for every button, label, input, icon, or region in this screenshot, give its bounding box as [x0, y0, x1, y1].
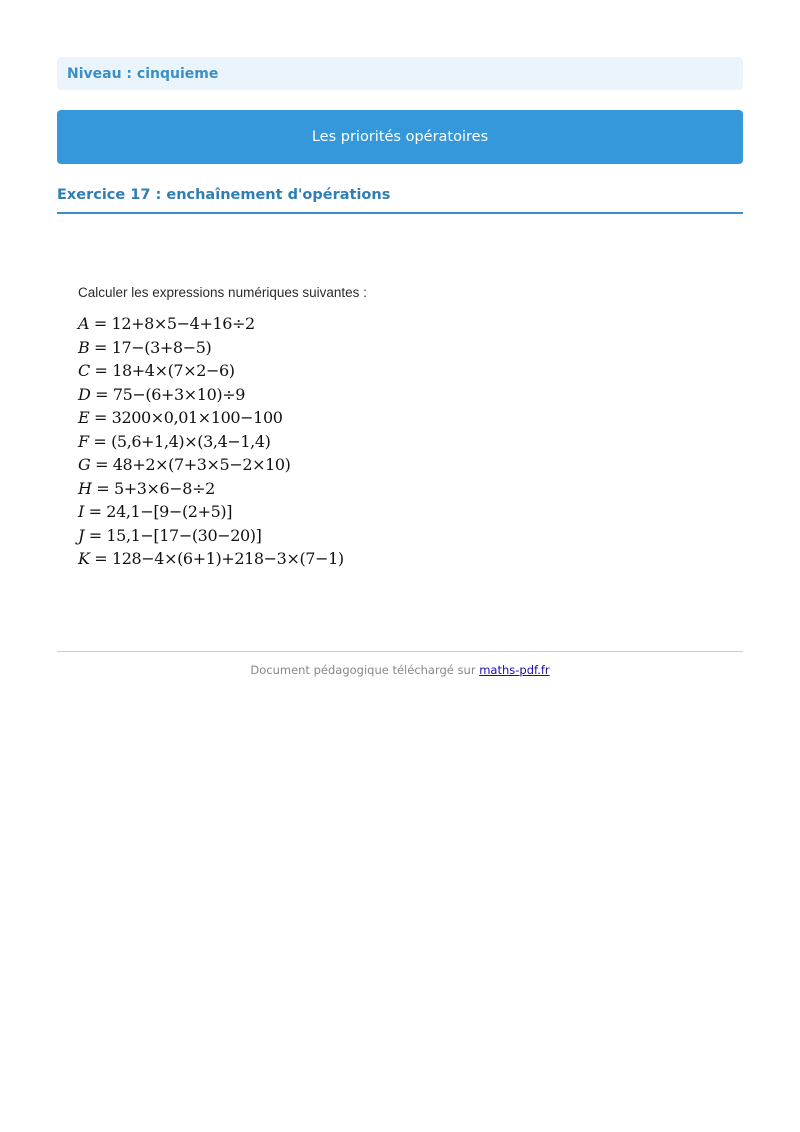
level-label: Niveau : cinquieme — [67, 65, 219, 82]
expression-formula: = 12+8×5−4+16÷2 — [89, 314, 255, 333]
exercise-title: Exercice 17 : enchaînement d'opérations — [57, 187, 391, 203]
expression-variable: I — [78, 502, 84, 521]
expression-item — [78, 430, 718, 454]
expression-formula: = 3200×0,01×100−100 — [89, 408, 283, 427]
expression-formula: = 48+2×(7+3×5−2×10) — [90, 455, 291, 474]
expression-variable: G — [78, 455, 91, 474]
exercise-instruction: Calculer les expressions numériques suivantes : — [78, 285, 367, 300]
expression-variable: F — [78, 431, 89, 451]
expression-formula: = 15,1−[17−(30−20)] — [84, 525, 262, 545]
expression-formula: = (5,6+1,4)×(3,4−1,4) — [88, 431, 271, 451]
expression-item — [78, 336, 718, 360]
expression-variable: K — [78, 549, 90, 568]
expression-item — [78, 383, 718, 407]
expression-variable: B — [78, 337, 90, 357]
expression-list — [78, 312, 718, 571]
title-banner — [57, 110, 743, 164]
exercise-body — [78, 284, 718, 571]
expression-item — [78, 453, 718, 477]
expression-item — [78, 524, 718, 548]
expression-item — [78, 312, 718, 336]
expression-formula: = 128−4×(6+1)+218−3×(7−1) — [89, 549, 344, 568]
exercise-heading — [57, 184, 743, 214]
expression-formula: = 17−(3+8−5) — [89, 337, 212, 357]
expression-item — [78, 547, 718, 571]
expression-variable: J — [78, 525, 85, 545]
level-box — [57, 57, 743, 90]
expression-variable: C — [78, 361, 90, 380]
expression-formula: = 5+3×6−8÷2 — [91, 478, 215, 498]
expression-formula: = 18+4×(7×2−6) — [89, 361, 235, 380]
expression-variable: A — [78, 314, 90, 333]
expression-variable: H — [78, 478, 92, 498]
expression-formula: = 75−(6+3×10)÷9 — [90, 384, 245, 404]
expression-item — [78, 477, 718, 501]
expression-variable: E — [78, 408, 90, 427]
expression-item — [78, 406, 718, 430]
footer-divider — [57, 651, 743, 652]
expression-item — [78, 500, 718, 524]
expression-formula: = 24,1−[9−(2+5)] — [83, 502, 233, 521]
page-title: Les priorités opératoires — [311, 129, 489, 145]
expression-variable: D — [78, 384, 91, 404]
footer — [57, 663, 743, 677]
expression-item — [78, 359, 718, 383]
footer-link[interactable]: maths-pdf.fr — [479, 663, 550, 677]
footer-text: Document pédagogique téléchargé sur — [250, 663, 480, 677]
